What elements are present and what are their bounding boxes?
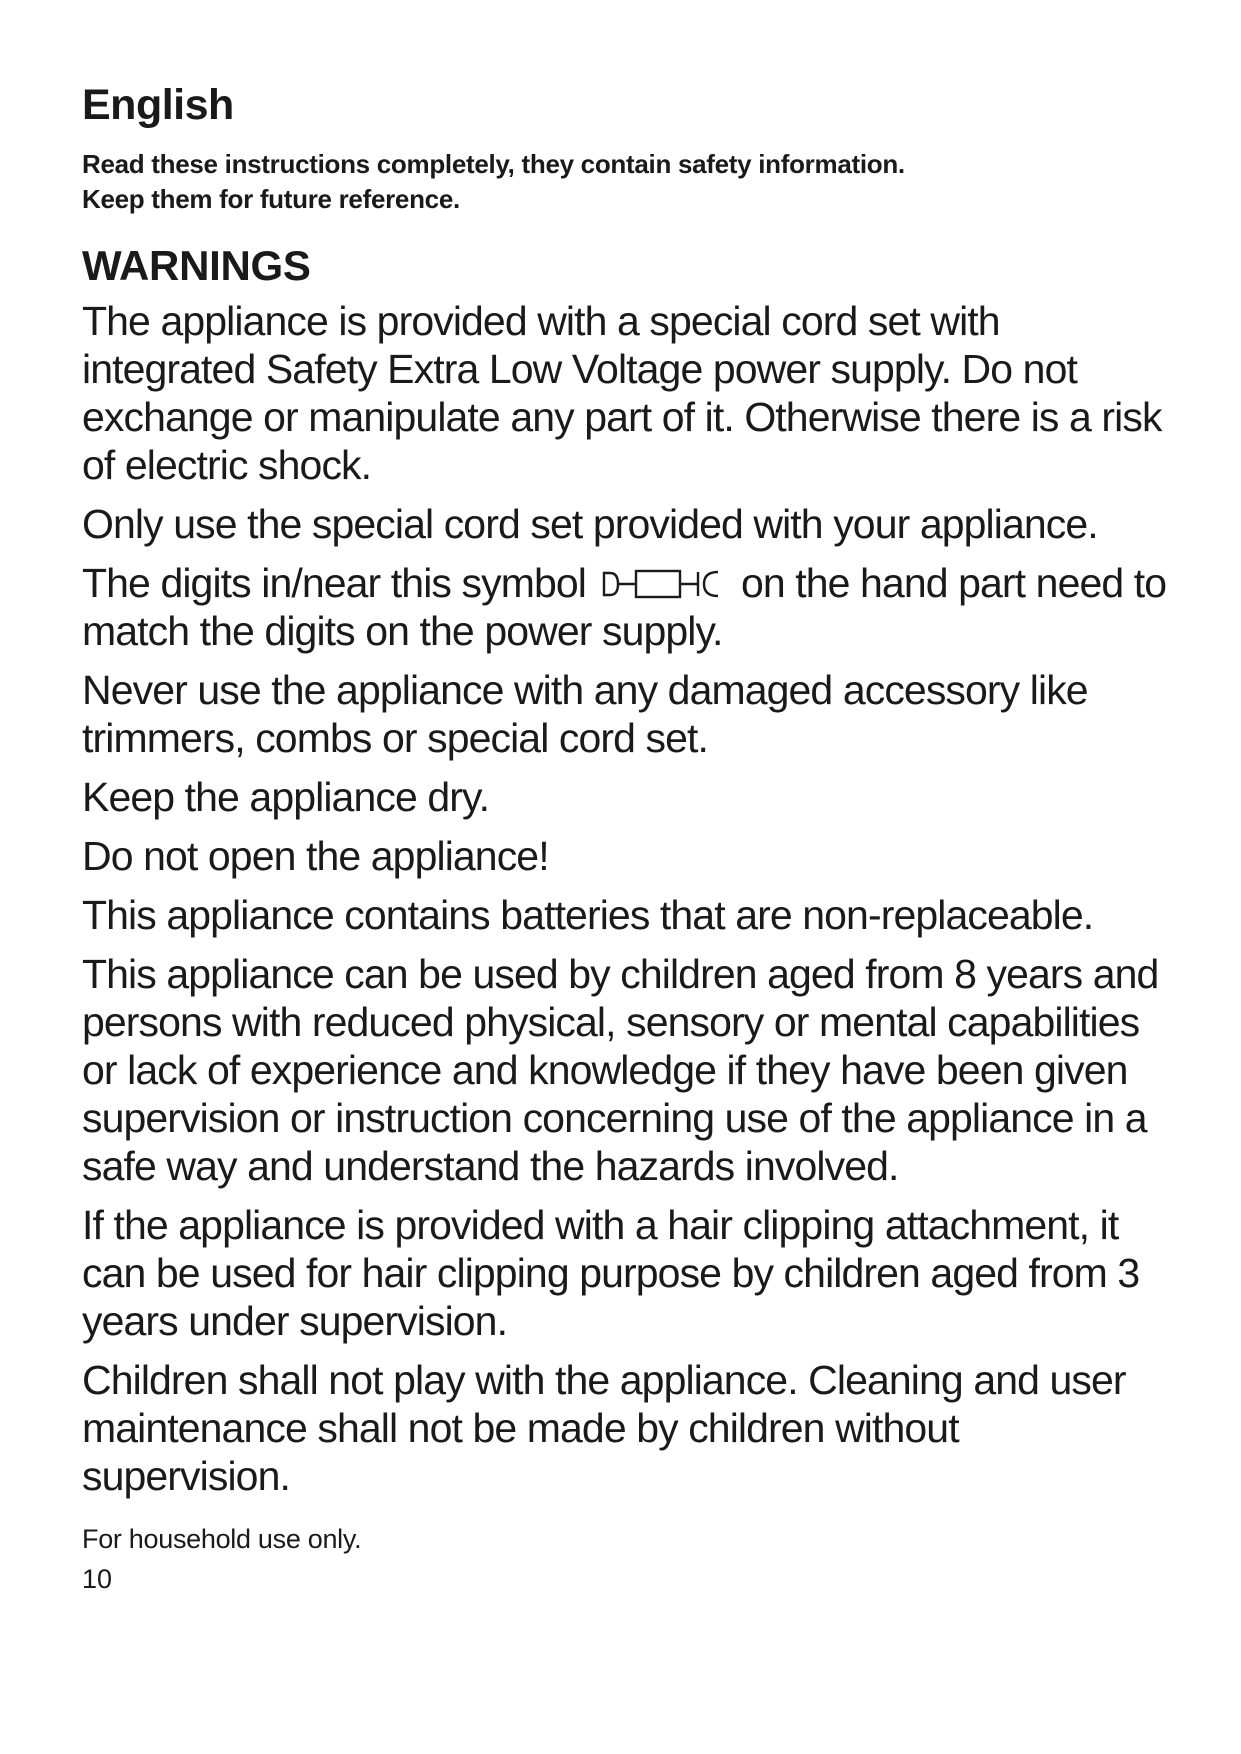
intro-line: Read these instructions completely, they contain safety information. <box>82 149 905 180</box>
warning-paragraph: Never use the appliance with any damaged accessory like trimmers, combs or special cord set. <box>82 667 1088 762</box>
intro-notice <box>82 147 1172 217</box>
warning-paragraph: The appliance is provided with a special cord set with integrated Safety Extra Low Voltage power supply. Do not exchange or manipulate any part of it. Otherwise there is a risk of electric shock. <box>82 298 1162 489</box>
power-supply-connector-icon <box>600 563 726 597</box>
page-number: 10 <box>82 1564 113 1595</box>
warning-paragraph: Children shall not play with the appliance. Cleaning and user maintenance shall not be made by children without supervision. <box>82 1357 1126 1500</box>
warning-paragraph: If the appliance is provided with a hair clipping attachment, it can be used for hair clipping purpose by children aged from 3 years under supervision. <box>82 1202 1140 1345</box>
warning-paragraph-symbol <box>82 559 1172 655</box>
household-use-note: For household use only. <box>82 1524 362 1555</box>
warning-paragraph: Keep the appliance dry. <box>82 774 490 821</box>
warning-paragraph: This appliance can be used by children aged from 8 years and persons with reduced physical, sensory or mental capabilities or lack of experience and knowledge if they have been given supervision or instruction concerning use of the appliance in a safe way and understand the hazards involved. <box>82 951 1159 1190</box>
symbol-text-before: The digits in/near this symbol <box>82 560 597 607</box>
intro-line: Keep them for future reference. <box>82 184 460 215</box>
warning-paragraph: Only use the special cord set provided with your appliance. <box>82 501 1098 548</box>
manual-page <box>82 82 1172 1596</box>
warnings-heading: WARNINGS <box>82 242 311 290</box>
language-heading: English <box>82 81 234 129</box>
warning-paragraph: Do not open the appliance! <box>82 833 549 880</box>
symbol-text-after: on the hand part need to match the digits on the power supply. <box>82 560 1167 655</box>
warning-paragraph: This appliance contains batteries that are non-replaceable. <box>82 892 1094 939</box>
